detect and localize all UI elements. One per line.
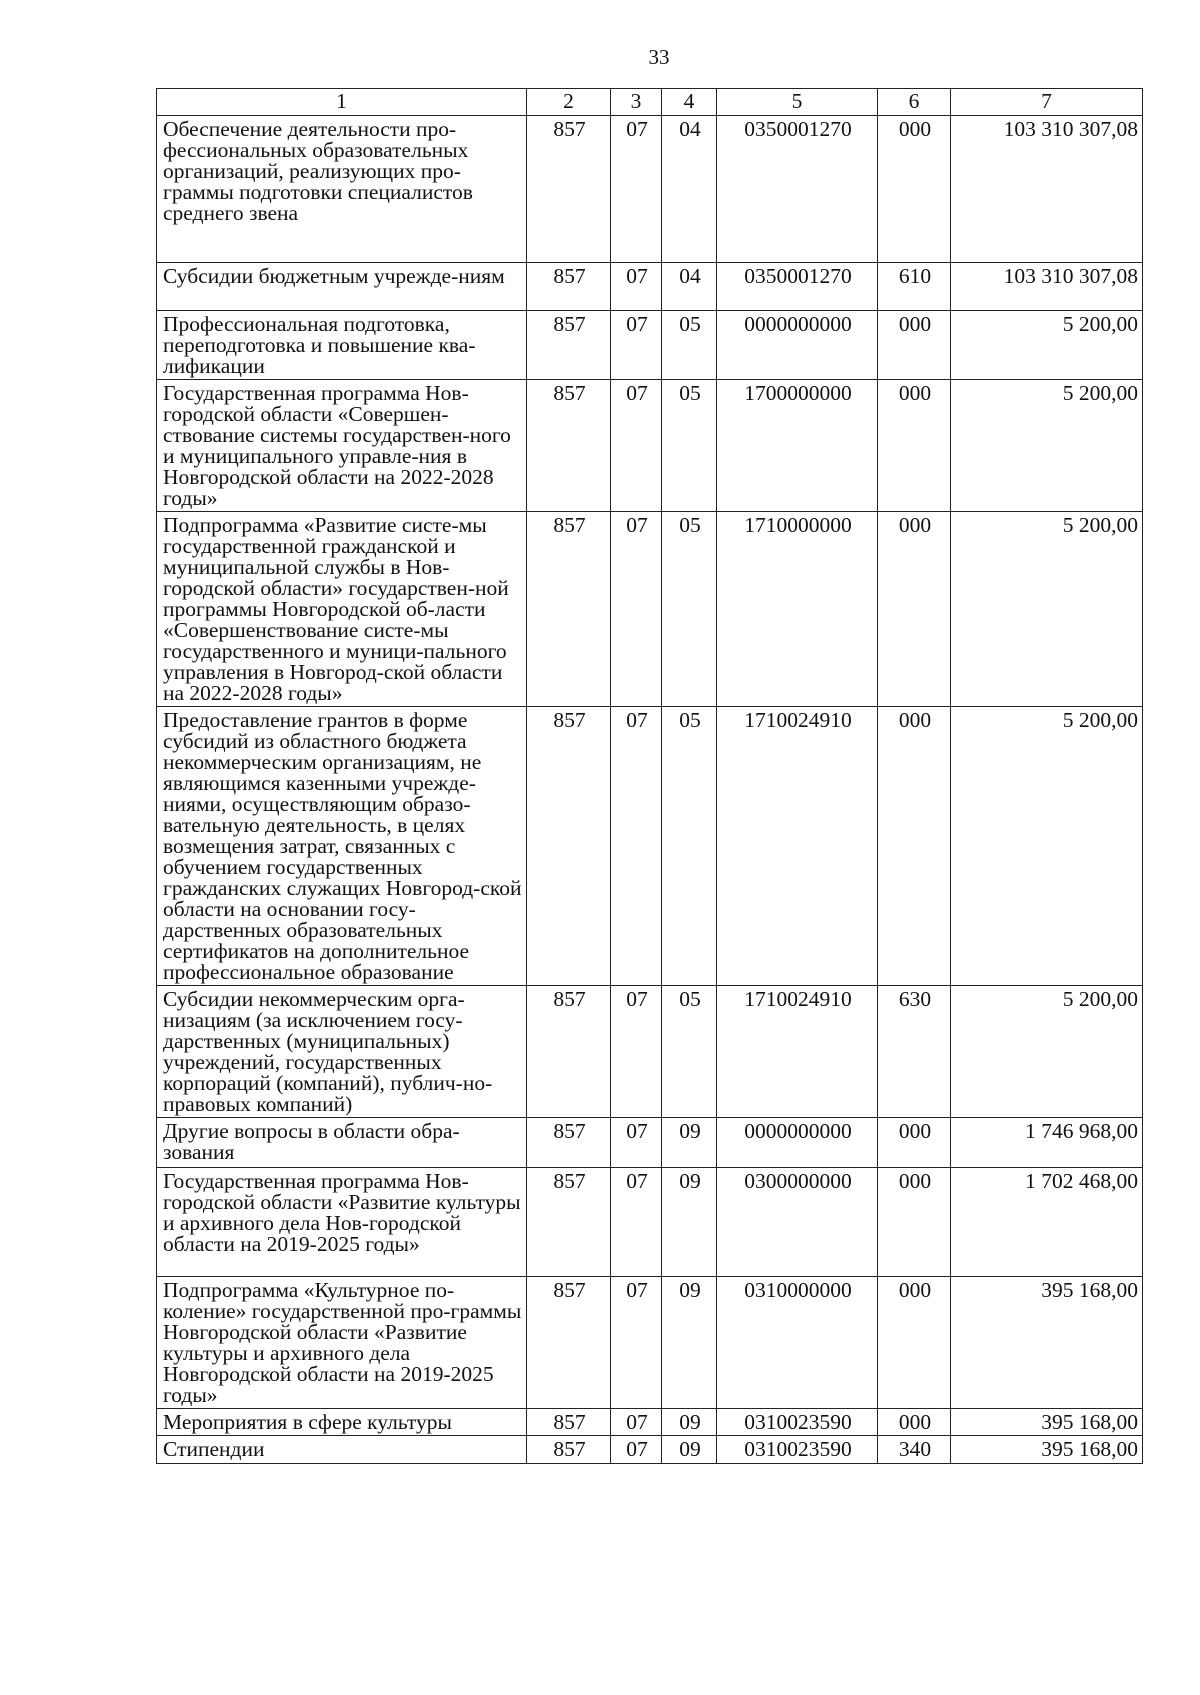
table-row	[157, 986, 1143, 1118]
header-cell: 4	[662, 89, 717, 116]
amount-cell: 5 200,00	[951, 311, 1143, 380]
expense-type-cell: 000	[878, 512, 951, 707]
section-code-cell: 07	[611, 263, 662, 311]
expense-type-cell: 000	[878, 380, 951, 512]
admin-code-cell: 857	[527, 116, 611, 263]
expense-type-cell: 000	[878, 116, 951, 263]
subsection-code-cell: 09	[662, 1118, 717, 1168]
target-article-cell: 0350001270	[717, 263, 878, 311]
amount-cell: 1 702 468,00	[951, 1168, 1143, 1277]
section-code-cell: 07	[611, 311, 662, 380]
item-name-cell: Предоставление грантов в форме субсидий из областного бюджета некоммерческим организациям, не являющимся казенными учрежде-ниями, осуществляющим образо-вательную деятельность, в целях возмещения затрат, связанных с обучением государственных гражданских служащих Новгород-ской области на основании госу-дарственных образовательных сертификатов на дополнительное профессиональное образование	[157, 707, 527, 986]
subsection-code-cell: 05	[662, 380, 717, 512]
target-article-cell: 1710024910	[717, 986, 878, 1118]
section-code-cell: 07	[611, 116, 662, 263]
subsection-code-cell: 04	[662, 263, 717, 311]
expense-type-cell: 630	[878, 986, 951, 1118]
item-name-cell: Подпрограмма «Культурное по-коление» государственной про-граммы Новгородской области «Развитие культуры и архивного дела Новгородской области на 2019-2025 годы»	[157, 1277, 527, 1409]
table-row	[157, 1436, 1143, 1464]
target-article-cell: 0350001270	[717, 116, 878, 263]
item-name-cell: Профессиональная подготовка, переподготовка и повышение ква-лификации	[157, 311, 527, 380]
table-row	[157, 1168, 1143, 1277]
table-row	[157, 1118, 1143, 1168]
item-name-cell: Обеспечение деятельности про-фессиональных образовательных организаций, реализующих про-граммы подготовки специалистов среднего звена	[157, 116, 527, 263]
expense-type-cell: 000	[878, 1168, 951, 1277]
target-article-cell: 0000000000	[717, 311, 878, 380]
subsection-code-cell: 09	[662, 1436, 717, 1464]
admin-code-cell: 857	[527, 380, 611, 512]
amount-cell: 1 746 968,00	[951, 1118, 1143, 1168]
admin-code-cell: 857	[527, 986, 611, 1118]
admin-code-cell: 857	[527, 1168, 611, 1277]
admin-code-cell: 857	[527, 1409, 611, 1436]
table-row	[157, 116, 1143, 263]
target-article-cell: 0300000000	[717, 1168, 878, 1277]
header-cell: 7	[951, 89, 1143, 116]
table-row	[157, 1409, 1143, 1436]
target-article-cell: 0310023590	[717, 1436, 878, 1464]
subsection-code-cell: 04	[662, 116, 717, 263]
expense-type-cell: 340	[878, 1436, 951, 1464]
header-cell: 3	[611, 89, 662, 116]
header-cell: 5	[717, 89, 878, 116]
table-row	[157, 263, 1143, 311]
item-name-cell: Субсидии некоммерческим орга-низациям (за исключением госу-дарственных (муниципальных) учреждений, государственных корпораций (компаний), публич-но-правовых компаний)	[157, 986, 527, 1118]
amount-cell: 395 168,00	[951, 1436, 1143, 1464]
amount-cell: 5 200,00	[951, 707, 1143, 986]
amount-cell: 103 310 307,08	[951, 263, 1143, 311]
subsection-code-cell: 05	[662, 986, 717, 1118]
section-code-cell: 07	[611, 1168, 662, 1277]
header-cell: 6	[878, 89, 951, 116]
subsection-code-cell: 09	[662, 1277, 717, 1409]
amount-cell: 395 168,00	[951, 1277, 1143, 1409]
subsection-code-cell: 09	[662, 1168, 717, 1277]
subsection-code-cell: 09	[662, 1409, 717, 1436]
target-article-cell: 1710000000	[717, 512, 878, 707]
admin-code-cell: 857	[527, 512, 611, 707]
expense-type-cell: 000	[878, 1118, 951, 1168]
admin-code-cell: 857	[527, 707, 611, 986]
expense-type-cell: 000	[878, 707, 951, 986]
header-cell: 2	[527, 89, 611, 116]
table-row	[157, 707, 1143, 986]
admin-code-cell: 857	[527, 311, 611, 380]
target-article-cell: 1710024910	[717, 707, 878, 986]
item-name-cell: Стипендии	[157, 1436, 527, 1464]
amount-cell: 5 200,00	[951, 512, 1143, 707]
section-code-cell: 07	[611, 380, 662, 512]
item-name-cell: Мероприятия в сфере культуры	[157, 1409, 527, 1436]
amount-cell: 103 310 307,08	[951, 116, 1143, 263]
amount-cell: 5 200,00	[951, 986, 1143, 1118]
admin-code-cell: 857	[527, 263, 611, 311]
table-row	[157, 380, 1143, 512]
table-row	[157, 512, 1143, 707]
target-article-cell: 0310023590	[717, 1409, 878, 1436]
section-code-cell: 07	[611, 1409, 662, 1436]
table-row	[157, 311, 1143, 380]
amount-cell: 395 168,00	[951, 1409, 1143, 1436]
subsection-code-cell: 05	[662, 311, 717, 380]
admin-code-cell: 857	[527, 1277, 611, 1409]
budget-table	[156, 88, 1143, 1464]
item-name-cell: Государственная программа Нов-городской области «Развитие культуры и архивного дела Нов-городской области на 2019-2025 годы»	[157, 1168, 527, 1277]
section-code-cell: 07	[611, 512, 662, 707]
target-article-cell: 0000000000	[717, 1118, 878, 1168]
subsection-code-cell: 05	[662, 512, 717, 707]
section-code-cell: 07	[611, 1436, 662, 1464]
item-name-cell: Государственная программа Нов-городской области «Совершен-ствование системы государствен-ного и муниципального управле-ния в Новгородской области на 2022-2028 годы»	[157, 380, 527, 512]
section-code-cell: 07	[611, 1118, 662, 1168]
header-cell: 1	[157, 89, 527, 116]
subsection-code-cell: 05	[662, 707, 717, 986]
section-code-cell: 07	[611, 986, 662, 1118]
item-name-cell: Субсидии бюджетным учрежде-ниям	[157, 263, 527, 311]
section-code-cell: 07	[611, 707, 662, 986]
admin-code-cell: 857	[527, 1436, 611, 1464]
item-name-cell: Подпрограмма «Развитие систе-мы государственной гражданской и муниципальной службы в Нов-городской области» государствен-ной программы Новгородской об-ласти «Совершенствование систе-мы государственного и муници-пального управления в Новгород-ской области на 2022-2028 годы»	[157, 512, 527, 707]
expense-type-cell: 000	[878, 1409, 951, 1436]
item-name-cell: Другие вопросы в области обра-зования	[157, 1118, 527, 1168]
section-code-cell: 07	[611, 1277, 662, 1409]
table-row	[157, 1277, 1143, 1409]
target-article-cell: 1700000000	[717, 380, 878, 512]
expense-type-cell: 000	[878, 1277, 951, 1409]
header-row	[157, 89, 1143, 116]
expense-type-cell: 000	[878, 311, 951, 380]
expense-type-cell: 610	[878, 263, 951, 311]
target-article-cell: 0310000000	[717, 1277, 878, 1409]
admin-code-cell: 857	[527, 1118, 611, 1168]
amount-cell: 5 200,00	[951, 380, 1143, 512]
page-number: 33	[648, 45, 670, 69]
